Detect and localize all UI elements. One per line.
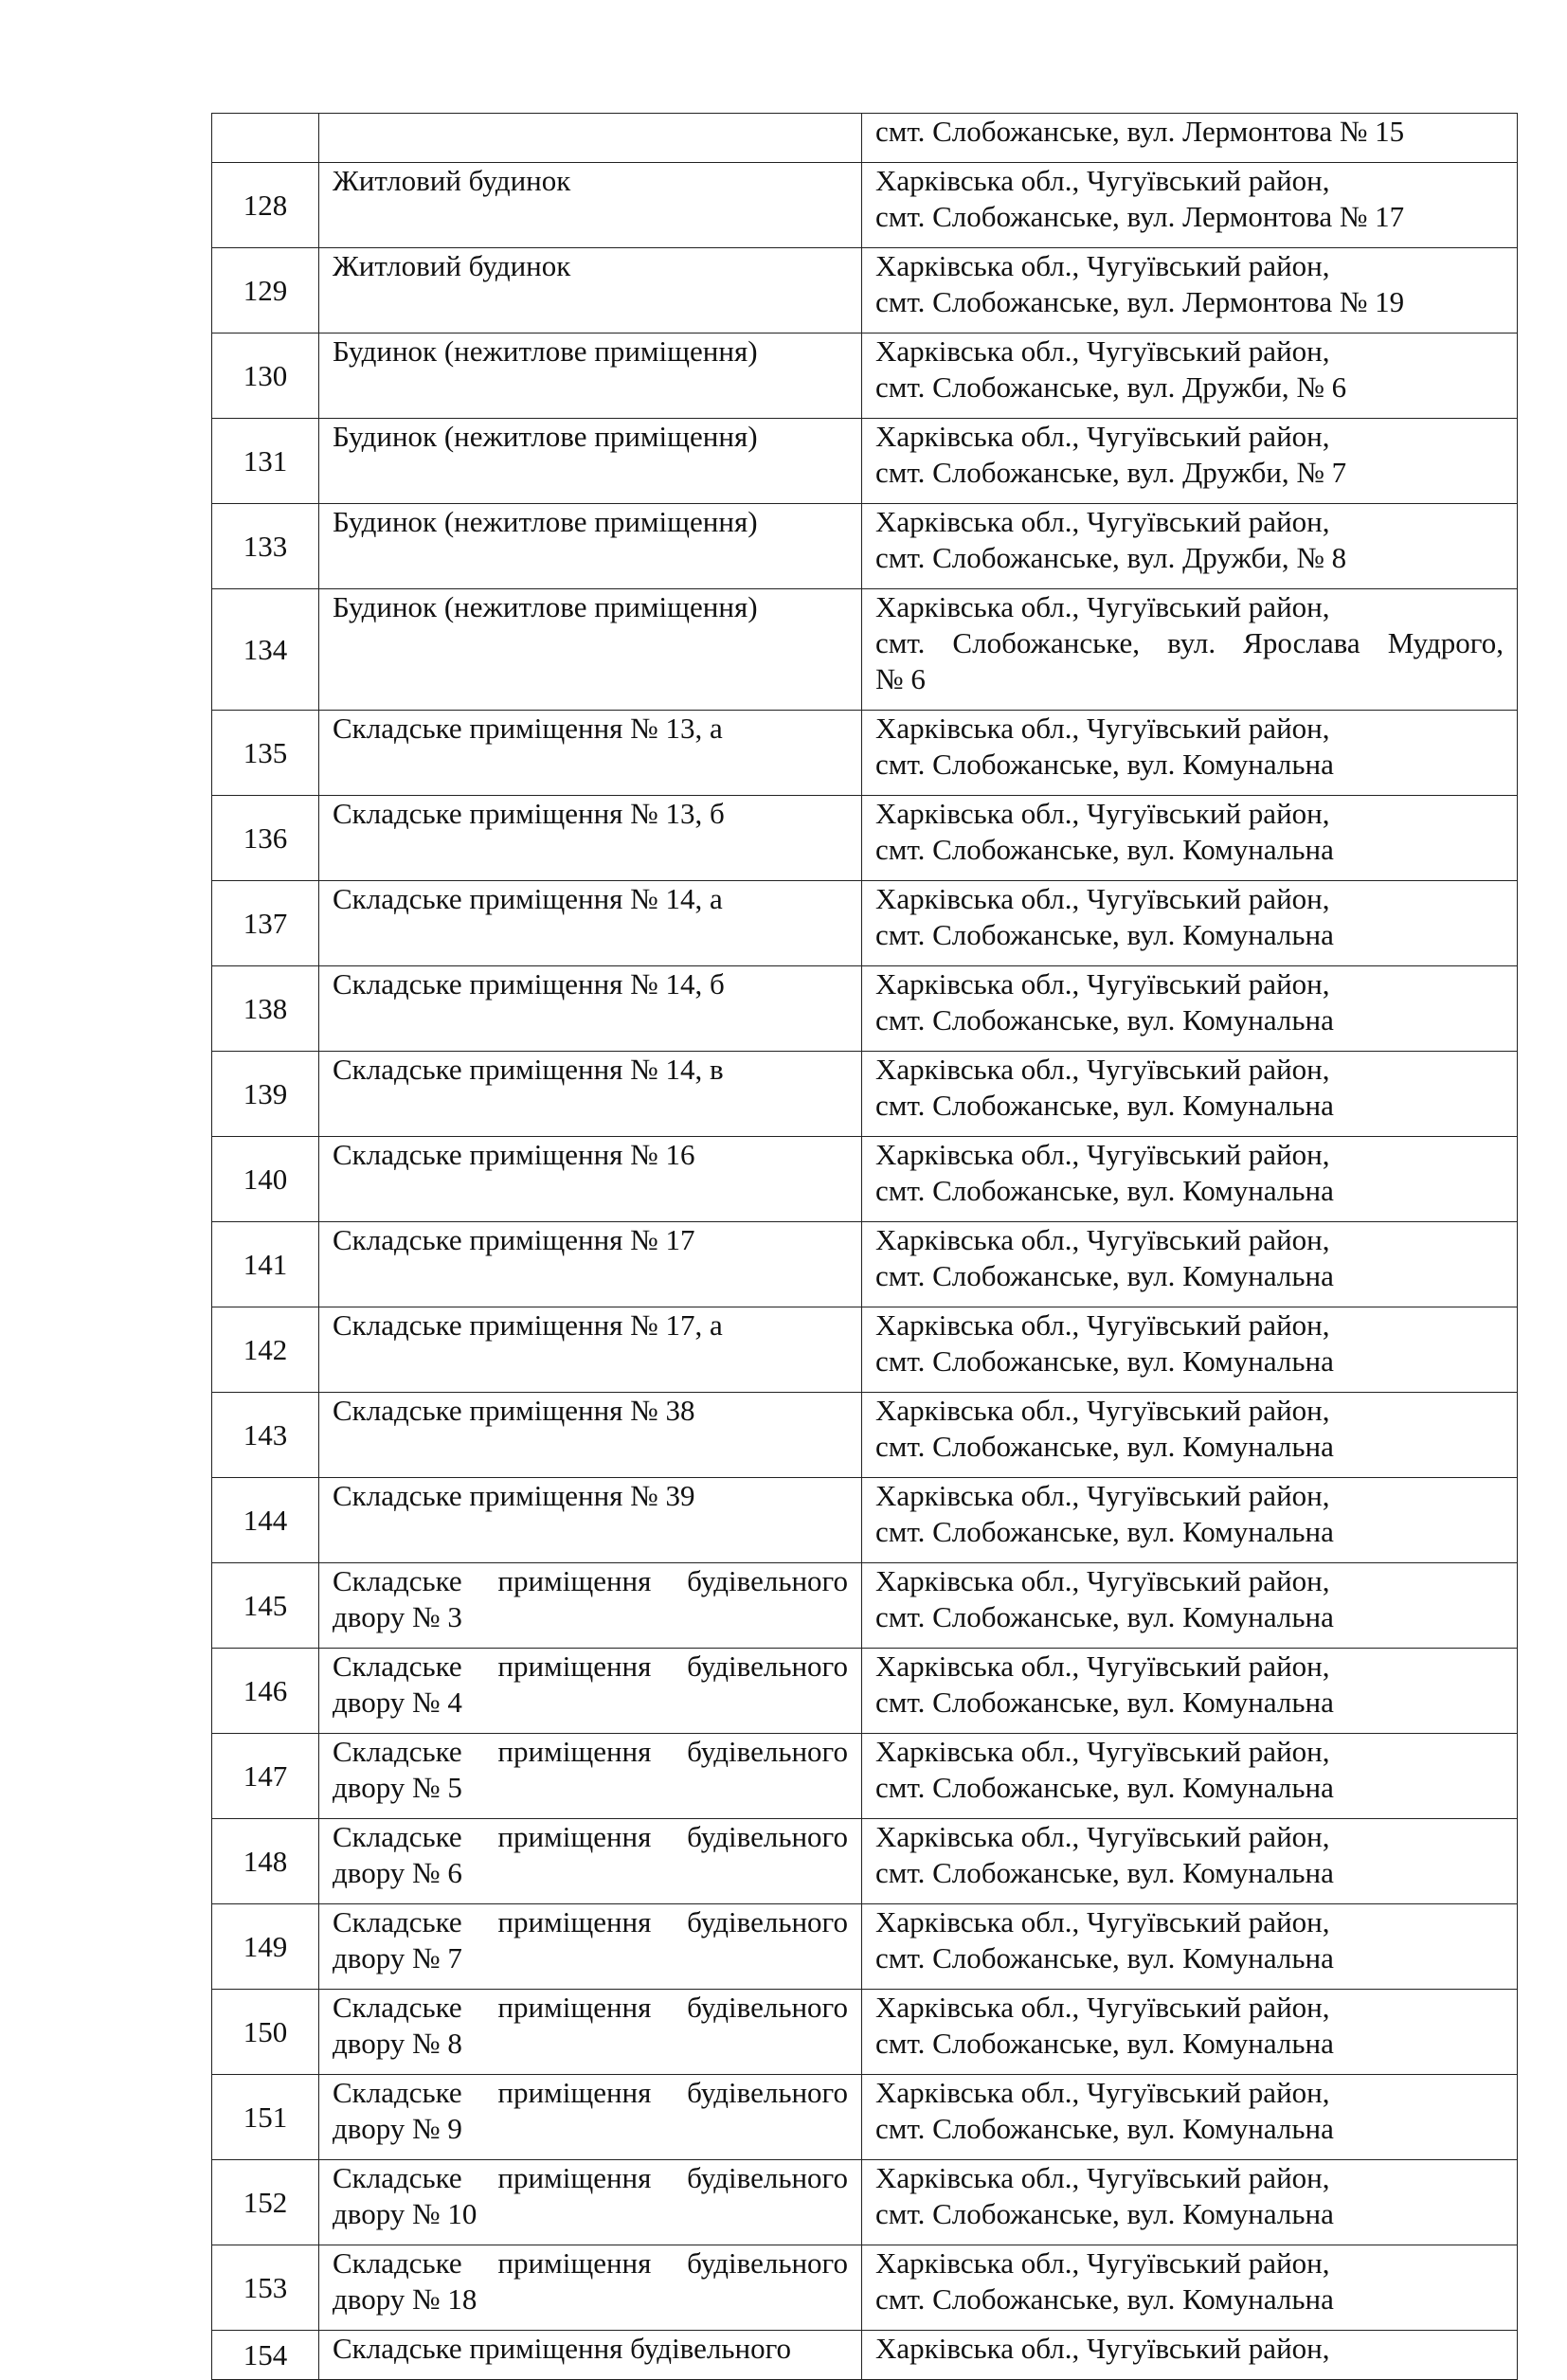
- address-cell: [862, 1904, 1518, 1990]
- address-cell: [862, 504, 1518, 589]
- address-line: смт. Слобожанське, вул. Комунальна: [875, 1941, 1334, 1974]
- object-name-cell: [319, 1819, 862, 1904]
- table-row: [212, 966, 1518, 1052]
- row-number: 149: [212, 1904, 319, 1990]
- object-name-line: Будинок (нежитлове приміщення): [333, 334, 758, 368]
- object-name-cell: [319, 1734, 862, 1819]
- address-cell: [862, 114, 1518, 163]
- table-row: [212, 1478, 1518, 1563]
- address-line: Харківська обл., Чугуївський район,: [875, 712, 1330, 745]
- row-number: 136: [212, 796, 319, 881]
- address-line: смт. Слобожанське, вул. Комунальна: [875, 1430, 1334, 1463]
- object-name-cell: [319, 1563, 862, 1649]
- row-number: 129: [212, 248, 319, 334]
- address-cell: [862, 966, 1518, 1052]
- property-table: [211, 113, 1518, 2380]
- address-line: Харківська обл., Чугуївський район,: [875, 1905, 1330, 1938]
- address-cell: [862, 1563, 1518, 1649]
- row-number: 138: [212, 966, 319, 1052]
- address-line: смт. Слобожанське, вул. Лермонтова № 17: [875, 200, 1405, 233]
- address-line: Харківська обл., Чугуївський район,: [875, 2161, 1330, 2194]
- object-name-line: Будинок (нежитлове приміщення): [333, 420, 758, 453]
- table-row: [212, 711, 1518, 796]
- address-cell: [862, 881, 1518, 966]
- object-name-cell: [319, 1052, 862, 1137]
- address-line: Харківська обл., Чугуївський район,: [875, 505, 1330, 538]
- address-line: смт. Слобожанське, вул. Комунальна: [875, 1771, 1334, 1804]
- row-number: 146: [212, 1649, 319, 1734]
- row-number: 144: [212, 1478, 319, 1563]
- table-row: [212, 2331, 1518, 2380]
- object-name-line: Житловий будинок: [333, 249, 571, 282]
- table-row: [212, 1393, 1518, 1478]
- object-name-line: Будинок (нежитлове приміщення): [333, 505, 758, 538]
- address-line: смт. Слобожанське, вул. Комунальна: [875, 1686, 1334, 1719]
- address-cell: [862, 1137, 1518, 1222]
- row-number: 139: [212, 1052, 319, 1137]
- object-name-cell: [319, 1393, 862, 1478]
- object-name-cell: [319, 796, 862, 881]
- address-cell: [862, 334, 1518, 419]
- object-name-line: Складське приміщення № 39: [333, 1479, 695, 1512]
- object-name-cell: [319, 1990, 862, 2075]
- table-row: [212, 2160, 1518, 2245]
- object-name-line: Складське приміщення будівельного: [333, 2332, 792, 2365]
- address-line: смт. Слобожанське, вул. Дружби, № 7: [875, 456, 1347, 489]
- object-name-line: Житловий будинок: [333, 164, 571, 197]
- table-row: [212, 248, 1518, 334]
- row-number: 142: [212, 1307, 319, 1393]
- object-name-line: Будинок (нежитлове приміщення): [333, 590, 758, 623]
- object-name-cell: [319, 1222, 862, 1307]
- object-name-line: Складське приміщення № 16: [333, 1138, 695, 1171]
- object-name-line: двору № 7: [333, 1941, 462, 1974]
- row-number: 148: [212, 1819, 319, 1904]
- row-number: 140: [212, 1137, 319, 1222]
- address-line: Харківська обл., Чугуївський район,: [875, 249, 1330, 282]
- address-line: смт. Слобожанське, вул. Комунальна: [875, 1259, 1334, 1292]
- object-name-line: Складське приміщення будівельного: [333, 2246, 848, 2280]
- address-line: смт. Слобожанське, вул. Ярослава Мудрого,: [875, 626, 1504, 659]
- object-name-cell: [319, 504, 862, 589]
- object-name-line: Складське приміщення № 38: [333, 1394, 695, 1427]
- table-row: [212, 1137, 1518, 1222]
- object-name-line: Складське приміщення будівельного: [333, 1820, 848, 1853]
- address-cell: [862, 796, 1518, 881]
- address-line: Харківська обл., Чугуївський район,: [875, 797, 1330, 830]
- object-name-cell: [319, 2245, 862, 2331]
- address-line: Харківська обл., Чугуївський район,: [875, 420, 1330, 453]
- object-name-line: Складське приміщення будівельного: [333, 1735, 848, 1768]
- table-row: [212, 1222, 1518, 1307]
- address-line: Харківська обл., Чугуївський район,: [875, 1991, 1330, 2024]
- object-name-line: Складське приміщення № 17, а: [333, 1308, 723, 1342]
- table-row: [212, 114, 1518, 163]
- address-cell: [862, 2075, 1518, 2160]
- table-row: [212, 1734, 1518, 1819]
- table-row: [212, 1990, 1518, 2075]
- table-row: [212, 1904, 1518, 1990]
- address-line: Харківська обл., Чугуївський район,: [875, 882, 1330, 915]
- object-name-line: Складське приміщення будівельного: [333, 1650, 848, 1683]
- address-cell: [862, 2245, 1518, 2331]
- object-name-cell: [319, 419, 862, 504]
- object-name-line: Складське приміщення будівельного: [333, 2161, 848, 2194]
- row-number: 151: [212, 2075, 319, 2160]
- address-line: Харківська обл., Чугуївський район,: [875, 1479, 1330, 1512]
- object-name-cell: [319, 1307, 862, 1393]
- address-cell: [862, 1734, 1518, 1819]
- object-name-cell: [319, 2331, 862, 2380]
- table-row: [212, 1307, 1518, 1393]
- table-row: [212, 796, 1518, 881]
- row-number: 128: [212, 163, 319, 248]
- object-name-line: Складське приміщення будівельного: [333, 1564, 848, 1597]
- row-number: 154: [212, 2331, 319, 2380]
- object-name-cell: [319, 248, 862, 334]
- object-name-cell: [319, 2160, 862, 2245]
- address-line: смт. Слобожанське, вул. Комунальна: [875, 2282, 1334, 2316]
- address-cell: [862, 589, 1518, 711]
- table-row: [212, 589, 1518, 711]
- address-line: смт. Слобожанське, вул. Комунальна: [875, 748, 1334, 781]
- address-line: смт. Слобожанське, вул. Дружби, № 6: [875, 370, 1347, 404]
- address-cell: [862, 419, 1518, 504]
- address-line: Харківська обл., Чугуївський район,: [875, 590, 1330, 623]
- address-line: смт. Слобожанське, вул. Комунальна: [875, 2197, 1334, 2230]
- address-line: Харківська обл., Чугуївський район,: [875, 1053, 1330, 1086]
- address-line: Харківська обл., Чугуївський район,: [875, 1223, 1330, 1256]
- row-number: 150: [212, 1990, 319, 2075]
- object-name-line: двору № 3: [333, 1600, 462, 1633]
- address-cell: [862, 1649, 1518, 1734]
- row-number: 130: [212, 334, 319, 419]
- object-name-cell: [319, 966, 862, 1052]
- row-number: 147: [212, 1734, 319, 1819]
- object-name-line: двору № 8: [333, 2027, 462, 2060]
- address-line: Харківська обл., Чугуївський район,: [875, 2246, 1330, 2280]
- row-number: 152: [212, 2160, 319, 2245]
- object-name-line: двору № 9: [333, 2112, 462, 2145]
- row-number: 143: [212, 1393, 319, 1478]
- address-line: № 6: [875, 662, 926, 695]
- object-name-line: двору № 6: [333, 1856, 462, 1889]
- address-line: смт. Слобожанське, вул. Комунальна: [875, 2112, 1334, 2145]
- address-cell: [862, 1052, 1518, 1137]
- address-line: смт. Слобожанське, вул. Комунальна: [875, 1600, 1334, 1633]
- table-row: [212, 419, 1518, 504]
- object-name-line: Складське приміщення № 14, б: [333, 967, 725, 1001]
- address-line: смт. Слобожанське, вул. Комунальна: [875, 1089, 1334, 1122]
- object-name-line: двору № 10: [333, 2197, 477, 2230]
- object-name-line: Складське приміщення будівельного: [333, 1905, 848, 1938]
- address-line: Харківська обл., Чугуївський район,: [875, 967, 1330, 1001]
- row-number: 145: [212, 1563, 319, 1649]
- address-line: Харківська обл., Чугуївський район,: [875, 334, 1330, 368]
- address-line: Харківська обл., Чугуївський район,: [875, 1820, 1330, 1853]
- object-name-line: двору № 18: [333, 2282, 477, 2316]
- address-line: Харківська обл., Чугуївський район,: [875, 1564, 1330, 1597]
- address-cell: [862, 2331, 1518, 2380]
- table-row: [212, 1819, 1518, 1904]
- object-name-cell: [319, 163, 862, 248]
- address-cell: [862, 163, 1518, 248]
- address-line: смт. Слобожанське, вул. Комунальна: [875, 2027, 1334, 2060]
- address-line: смт. Слобожанське, вул. Комунальна: [875, 833, 1334, 866]
- row-number: 134: [212, 589, 319, 711]
- object-name-cell: [319, 1649, 862, 1734]
- address-cell: [862, 1990, 1518, 2075]
- address-line: смт. Слобожанське, вул. Лермонтова № 19: [875, 285, 1405, 318]
- row-number: 131: [212, 419, 319, 504]
- address-line: Харківська обл., Чугуївський район,: [875, 1735, 1330, 1768]
- object-name-line: Складське приміщення № 14, а: [333, 882, 723, 915]
- object-name-cell: [319, 711, 862, 796]
- address-line: смт. Слобожанське, вул. Комунальна: [875, 1856, 1334, 1889]
- row-number: [212, 114, 319, 163]
- row-number: 133: [212, 504, 319, 589]
- address-cell: [862, 711, 1518, 796]
- object-name-cell: [319, 2075, 862, 2160]
- table-row: [212, 1563, 1518, 1649]
- table-row: [212, 504, 1518, 589]
- object-name-line: Складське приміщення будівельного: [333, 2076, 848, 2109]
- object-name-line: двору № 5: [333, 1771, 462, 1804]
- address-cell: [862, 1307, 1518, 1393]
- address-line: Харківська обл., Чугуївський район,: [875, 164, 1330, 197]
- table-row: [212, 881, 1518, 966]
- address-line: смт. Слобожанське, вул. Лермонтова № 15: [875, 115, 1405, 148]
- table-row: [212, 2245, 1518, 2331]
- row-number: 135: [212, 711, 319, 796]
- object-name-line: Складське приміщення № 17: [333, 1223, 695, 1256]
- address-line: смт. Слобожанське, вул. Дружби, № 8: [875, 541, 1347, 574]
- address-cell: [862, 248, 1518, 334]
- object-name-line: Складське приміщення будівельного: [333, 1991, 848, 2024]
- table-row: [212, 1649, 1518, 1734]
- object-name-line: Складське приміщення № 14, в: [333, 1053, 724, 1086]
- address-line: смт. Слобожанське, вул. Комунальна: [875, 918, 1334, 951]
- object-name-cell: [319, 881, 862, 966]
- row-number: 137: [212, 881, 319, 966]
- object-name-cell: [319, 1904, 862, 1990]
- object-name-cell: [319, 114, 862, 163]
- address-line: Харківська обл., Чугуївський район,: [875, 2332, 1330, 2365]
- object-name-line: Складське приміщення № 13, б: [333, 797, 725, 830]
- row-number: 153: [212, 2245, 319, 2331]
- address-cell: [862, 2160, 1518, 2245]
- table-row: [212, 334, 1518, 419]
- object-name-line: Складське приміщення № 13, а: [333, 712, 723, 745]
- address-line: Харківська обл., Чугуївський район,: [875, 2076, 1330, 2109]
- address-line: смт. Слобожанське, вул. Комунальна: [875, 1515, 1334, 1548]
- object-name-cell: [319, 1137, 862, 1222]
- object-name-line: двору № 4: [333, 1686, 462, 1719]
- address-cell: [862, 1393, 1518, 1478]
- address-line: Харківська обл., Чугуївський район,: [875, 1138, 1330, 1171]
- property-table-body: [212, 114, 1518, 2380]
- address-cell: [862, 1222, 1518, 1307]
- table-row: [212, 1052, 1518, 1137]
- address-line: смт. Слобожанське, вул. Комунальна: [875, 1344, 1334, 1378]
- address-cell: [862, 1478, 1518, 1563]
- row-number: 141: [212, 1222, 319, 1307]
- address-line: Харківська обл., Чугуївський район,: [875, 1308, 1330, 1342]
- object-name-cell: [319, 1478, 862, 1563]
- object-name-cell: [319, 589, 862, 711]
- address-line: Харківська обл., Чугуївський район,: [875, 1394, 1330, 1427]
- address-line: смт. Слобожанське, вул. Комунальна: [875, 1003, 1334, 1037]
- table-row: [212, 163, 1518, 248]
- address-line: Харківська обл., Чугуївський район,: [875, 1650, 1330, 1683]
- table-row: [212, 2075, 1518, 2160]
- object-name-cell: [319, 334, 862, 419]
- address-line: смт. Слобожанське, вул. Комунальна: [875, 1174, 1334, 1207]
- address-cell: [862, 1819, 1518, 1904]
